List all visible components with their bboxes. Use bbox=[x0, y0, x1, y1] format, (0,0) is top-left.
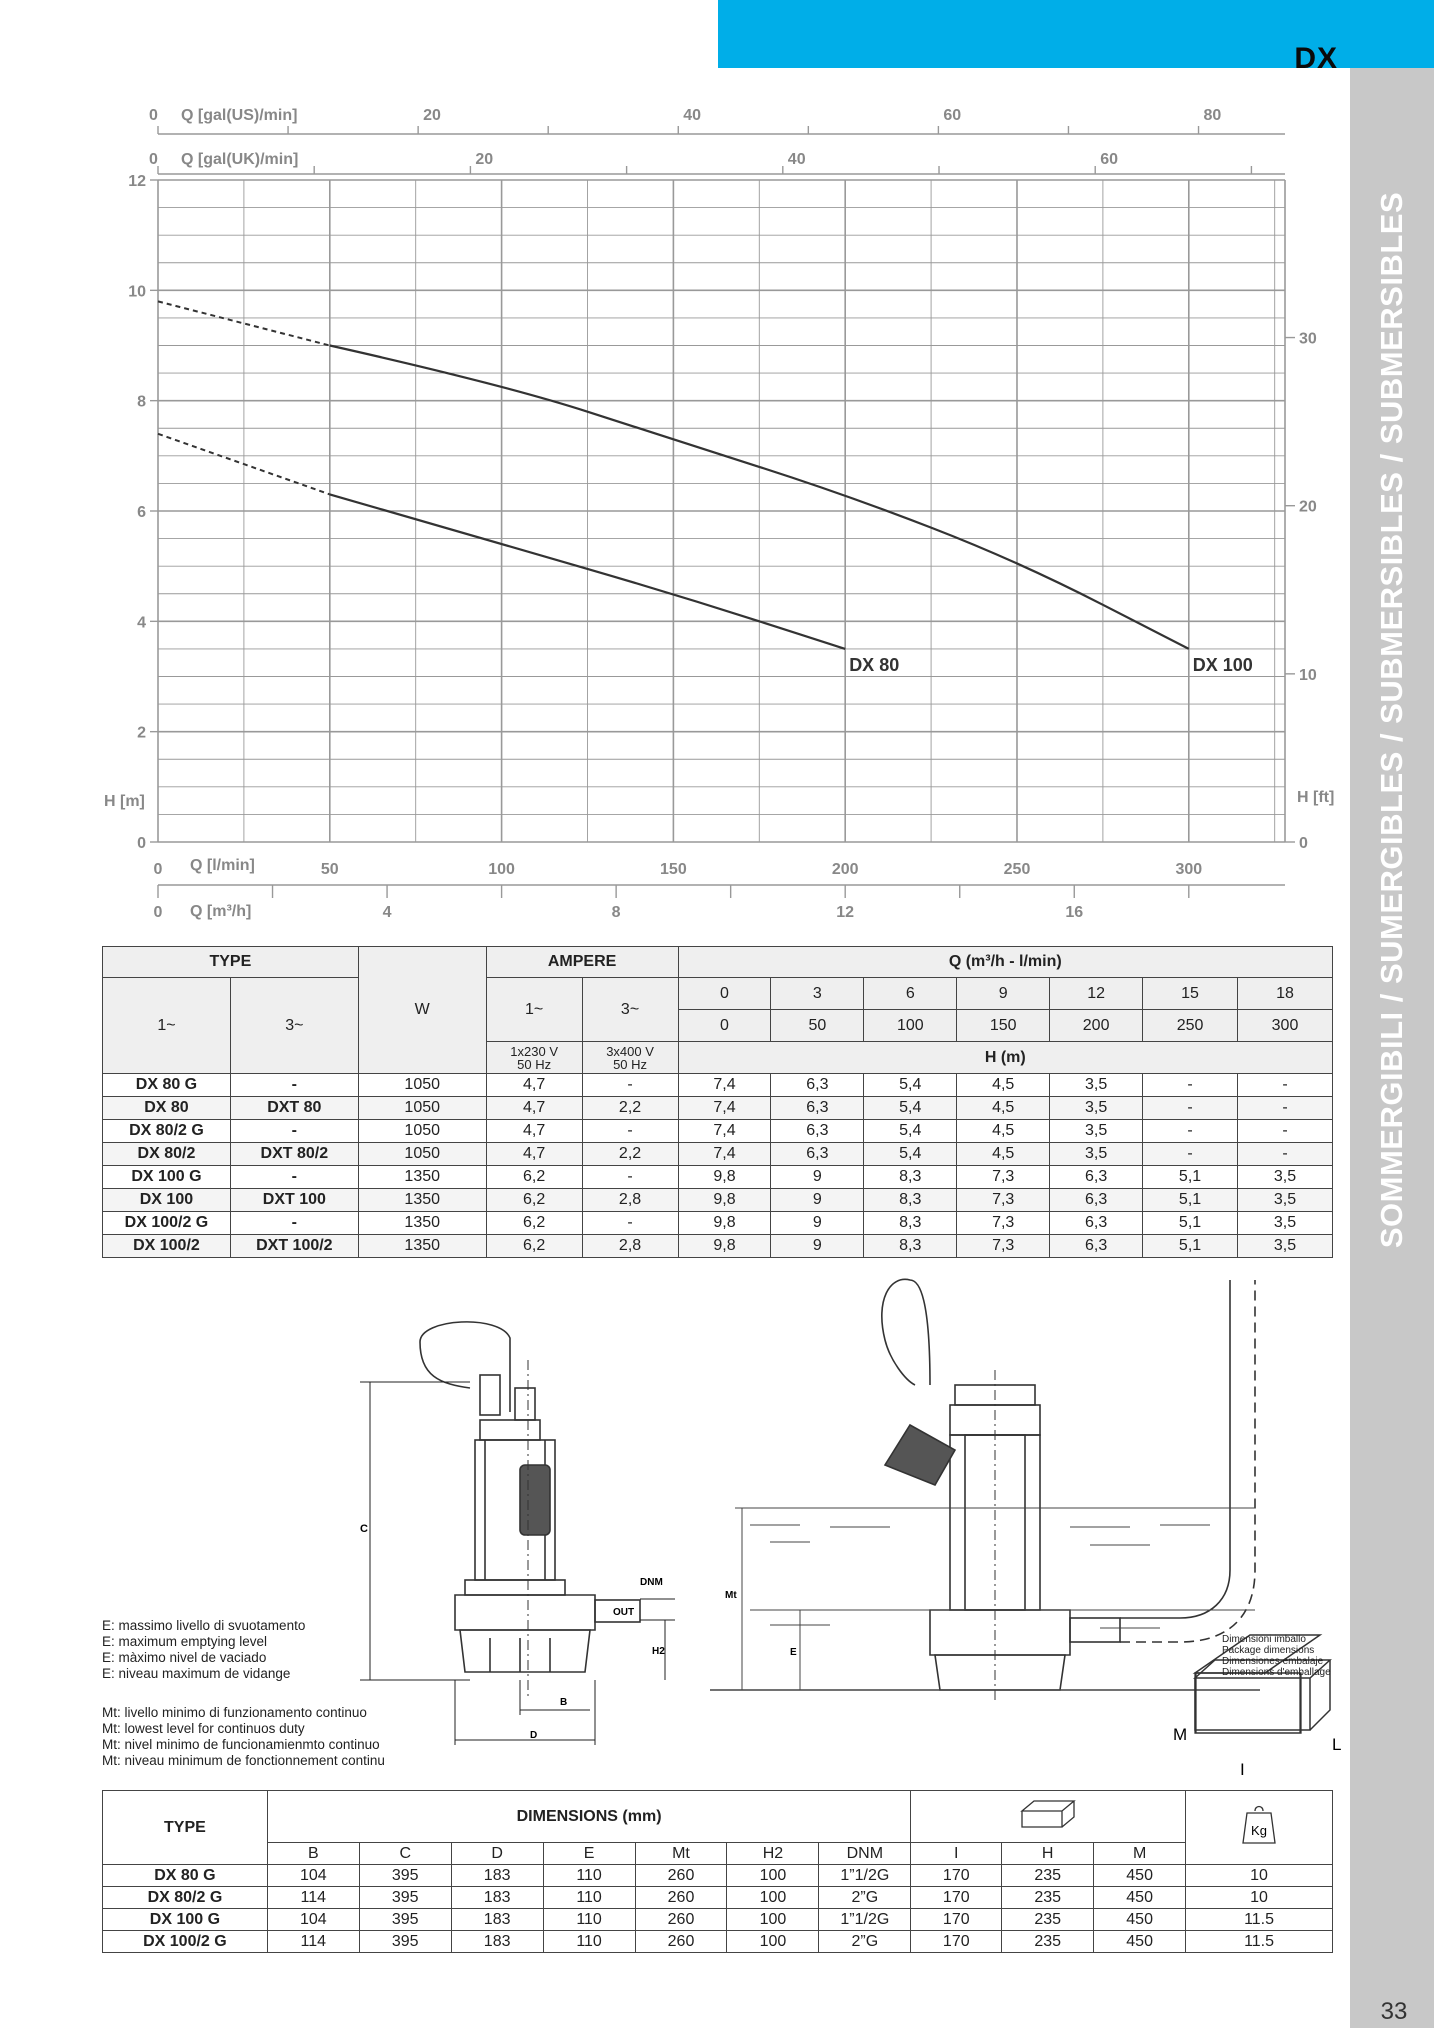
dims-cell: 235 bbox=[1002, 1865, 1094, 1887]
dims-cell: 235 bbox=[1002, 1887, 1094, 1909]
dims-cell: 170 bbox=[911, 1887, 1002, 1909]
cell-a1: 4,7 bbox=[486, 1074, 582, 1097]
tick-label-gal-us: 80 bbox=[1203, 107, 1222, 124]
cell-w: 1350 bbox=[358, 1189, 486, 1212]
q-m3h-cell: 9 bbox=[957, 978, 1050, 1010]
cell-head: 9 bbox=[771, 1212, 864, 1235]
dims-cell: 2”G bbox=[819, 1887, 911, 1909]
tick-label-x: 50 bbox=[320, 861, 339, 878]
cell-w: 1350 bbox=[358, 1166, 486, 1189]
cell-t3: DXT 100 bbox=[230, 1189, 358, 1212]
cell-head: 5,4 bbox=[864, 1120, 957, 1143]
dims-cell: 260 bbox=[635, 1865, 727, 1887]
dims-cell: 110 bbox=[543, 1887, 635, 1909]
table-row bbox=[103, 1074, 1333, 1097]
cell-head: 5,1 bbox=[1143, 1189, 1238, 1212]
pump-side-view bbox=[420, 1322, 640, 1700]
table-row bbox=[103, 1931, 1333, 1953]
cell-t1: DX 80/2 G bbox=[103, 1120, 231, 1143]
cell-head: 9 bbox=[771, 1235, 864, 1258]
label-d: D bbox=[530, 1730, 538, 1741]
q-m3h-cell: 6 bbox=[864, 978, 957, 1010]
pump-drawings bbox=[330, 1280, 1340, 1780]
dims-col-header: I bbox=[911, 1843, 1002, 1865]
q-m3h-cell: 15 bbox=[1143, 978, 1238, 1010]
series-code: DX bbox=[1294, 42, 1338, 75]
cell-head: - bbox=[1238, 1097, 1333, 1120]
label-b: B bbox=[560, 1697, 568, 1708]
dims-col-header: Mt bbox=[635, 1843, 727, 1865]
side-category-text: SOMMERGIBILI / SUMERGIBLES / SUBMERSIBLES / SUBMERSIBLES bbox=[1374, 191, 1409, 1249]
type-header: TYPE bbox=[103, 947, 359, 978]
cell-t1: DX 100 bbox=[103, 1189, 231, 1212]
package-l: L bbox=[1332, 1735, 1342, 1754]
cell-a1: 4,7 bbox=[486, 1143, 582, 1166]
cell-a1: 6,2 bbox=[486, 1212, 582, 1235]
table-row bbox=[103, 1189, 1333, 1212]
label-c: C bbox=[360, 1523, 368, 1535]
package-i: I bbox=[1240, 1760, 1245, 1779]
cell-a1: 6,2 bbox=[486, 1235, 582, 1258]
cell-w: 1050 bbox=[358, 1143, 486, 1166]
dims-type: DX 100/2 G bbox=[103, 1931, 268, 1953]
dimensions-table bbox=[102, 1790, 1333, 1953]
q-lmin-cell: 250 bbox=[1143, 1010, 1238, 1042]
cell-head: 7,4 bbox=[678, 1097, 771, 1120]
dims-type-header: TYPE bbox=[103, 1791, 268, 1865]
chart-axes bbox=[150, 126, 1295, 898]
cell-a3: - bbox=[582, 1212, 678, 1235]
cell-head: - bbox=[1143, 1097, 1238, 1120]
cell-head: 9,8 bbox=[678, 1166, 771, 1189]
dims-cell: 395 bbox=[359, 1909, 451, 1931]
dims-cell: 170 bbox=[911, 1865, 1002, 1887]
cell-head: 9,8 bbox=[678, 1212, 771, 1235]
cell-head: 7,4 bbox=[678, 1143, 771, 1166]
cell-t1: DX 100/2 bbox=[103, 1235, 231, 1258]
cell-head: 5,1 bbox=[1143, 1212, 1238, 1235]
cell-head: 5,4 bbox=[864, 1097, 957, 1120]
cell-head: 7,4 bbox=[678, 1074, 771, 1097]
dims-cell: 1”1/2G bbox=[819, 1909, 911, 1931]
dims-cell: 114 bbox=[267, 1887, 359, 1909]
cell-t1: DX 80 G bbox=[103, 1074, 231, 1097]
cell-a1: 6,2 bbox=[486, 1189, 582, 1212]
cell-head: 3,5 bbox=[1238, 1166, 1333, 1189]
dims-cell: 183 bbox=[451, 1931, 543, 1953]
table-row bbox=[103, 1166, 1333, 1189]
dims-cell: 100 bbox=[727, 1931, 819, 1953]
cell-head: 6,3 bbox=[1050, 1189, 1143, 1212]
flow-header: Q (m³/h - l/min) bbox=[678, 947, 1332, 978]
legend-e: E: massimo livello di svuotamento E: maximum emptying level E: màximo nivel de vaciado E: niveau maximum de vidange bbox=[102, 1618, 306, 1681]
cell-head: 3,5 bbox=[1050, 1120, 1143, 1143]
cell-t3: - bbox=[230, 1074, 358, 1097]
cell-w: 1050 bbox=[358, 1120, 486, 1143]
cell-head: 6,3 bbox=[771, 1074, 864, 1097]
label-h2: H2 bbox=[652, 1646, 665, 1657]
legend-mt: Mt: livello minimo di funzionamento continuo Mt: lowest level for continuos duty Mt: nivel minimo de funcionamienmto continuo Mt: niveau minimum de fonctionnement continu bbox=[102, 1705, 385, 1768]
cell-t3: DXT 80/2 bbox=[230, 1143, 358, 1166]
page-number: 33 bbox=[1380, 1998, 1408, 2025]
dims-cell: 170 bbox=[911, 1909, 1002, 1931]
cell-head: 9 bbox=[771, 1189, 864, 1212]
tick-label-m3h: 16 bbox=[1065, 904, 1084, 921]
water-level-lines bbox=[710, 1508, 1260, 1690]
cell-a3: 2,2 bbox=[582, 1097, 678, 1120]
cell-head: 3,5 bbox=[1050, 1074, 1143, 1097]
chart-labels bbox=[104, 107, 1334, 921]
dims-col-header: H2 bbox=[727, 1843, 819, 1865]
dims-cell: 2”G bbox=[819, 1931, 911, 1953]
dims-header: DIMENSIONS (mm) bbox=[267, 1791, 910, 1843]
dims-cell: 183 bbox=[451, 1865, 543, 1887]
table-row bbox=[103, 1212, 1333, 1235]
cell-t1: DX 100 G bbox=[103, 1166, 231, 1189]
performance-table bbox=[102, 946, 1333, 1258]
dims-cell: 450 bbox=[1094, 1931, 1186, 1953]
cell-head: 5,4 bbox=[864, 1143, 957, 1166]
tick-label-ft: 0 bbox=[1299, 835, 1308, 852]
tick-label-gal-us: 40 bbox=[683, 107, 702, 124]
cell-head: 7,3 bbox=[957, 1235, 1050, 1258]
dims-cell: 110 bbox=[543, 1865, 635, 1887]
tick-label-m3h: 12 bbox=[836, 904, 855, 921]
cell-head: 6,3 bbox=[771, 1143, 864, 1166]
box-icon bbox=[1016, 1797, 1080, 1831]
tick-label-y: 4 bbox=[137, 614, 146, 632]
table-row bbox=[103, 1909, 1333, 1931]
axis-label-ft: H [ft] bbox=[1297, 789, 1335, 806]
cell-head: 5,4 bbox=[864, 1074, 957, 1097]
cell-head: 4,5 bbox=[957, 1097, 1050, 1120]
cell-w: 1050 bbox=[358, 1074, 486, 1097]
q-lmin-cell: 300 bbox=[1238, 1010, 1333, 1042]
cell-a3: - bbox=[582, 1074, 678, 1097]
cell-t3: - bbox=[230, 1166, 358, 1189]
table-row bbox=[103, 1865, 1333, 1887]
q-lmin-cell: 150 bbox=[957, 1010, 1050, 1042]
cell-head: 8,3 bbox=[864, 1212, 957, 1235]
package-dimensions-label: Dimensioni imballo Package dimensions Dimensiones embalaje Dimensions d'emballage bbox=[1222, 1634, 1331, 1678]
flow-m3h-row bbox=[103, 978, 1333, 1010]
q-lmin-cell: 50 bbox=[771, 1010, 864, 1042]
tick-label-x: 0 bbox=[153, 861, 163, 878]
chart-grid bbox=[158, 180, 1285, 842]
dims-cell: 450 bbox=[1094, 1865, 1186, 1887]
dims-cell: 100 bbox=[727, 1887, 819, 1909]
dims-col-header: C bbox=[359, 1843, 451, 1865]
axis-label-m3h: Q [m³/h] bbox=[190, 903, 252, 920]
tick-label-y: 2 bbox=[137, 724, 146, 742]
cell-a3: 2,8 bbox=[582, 1235, 678, 1258]
cell-w: 1050 bbox=[358, 1097, 486, 1120]
dims-weight: 11.5 bbox=[1186, 1909, 1333, 1931]
dims-cell: 170 bbox=[911, 1931, 1002, 1953]
dims-cell: 110 bbox=[543, 1931, 635, 1953]
dims-type: DX 80/2 G bbox=[103, 1887, 268, 1909]
cell-head: 7,3 bbox=[957, 1166, 1050, 1189]
dims-cell: 450 bbox=[1094, 1909, 1186, 1931]
cell-head: 7,4 bbox=[678, 1120, 771, 1143]
dims-cell: 395 bbox=[359, 1887, 451, 1909]
amp-phase1-header: 1~ bbox=[486, 978, 582, 1042]
dims-col-header: B bbox=[267, 1843, 359, 1865]
cell-head: 4,5 bbox=[957, 1143, 1050, 1166]
dims-weight: 10 bbox=[1186, 1865, 1333, 1887]
performance-chart bbox=[95, 92, 1345, 932]
tick-label-y: 0 bbox=[137, 835, 146, 852]
cell-head: - bbox=[1143, 1120, 1238, 1143]
dims-type: DX 100 G bbox=[103, 1909, 268, 1931]
tick-label-m3h: 8 bbox=[611, 904, 621, 921]
cell-a3: - bbox=[582, 1120, 678, 1143]
head-header: H (m) bbox=[678, 1042, 1332, 1074]
tick-label-ft: 20 bbox=[1299, 498, 1317, 516]
cell-head: - bbox=[1143, 1143, 1238, 1166]
cell-head: 8,3 bbox=[864, 1235, 957, 1258]
tick-label-x: 150 bbox=[660, 861, 687, 878]
dims-col-header: D bbox=[451, 1843, 543, 1865]
cell-head: 9 bbox=[771, 1166, 864, 1189]
cell-a1: 4,7 bbox=[486, 1097, 582, 1120]
dims-col-header: DNM bbox=[819, 1843, 911, 1865]
dims-cell: 235 bbox=[1002, 1931, 1094, 1953]
tick-label-x: 300 bbox=[1175, 861, 1203, 878]
tick-label-gal-us: 0 bbox=[149, 107, 158, 124]
table-row bbox=[103, 1235, 1333, 1258]
tick-label-gal-us: 20 bbox=[423, 107, 441, 124]
cell-head: 3,5 bbox=[1050, 1143, 1143, 1166]
cell-head: 9,8 bbox=[678, 1189, 771, 1212]
tick-label-y: 10 bbox=[128, 283, 146, 301]
ampere-header: AMPERE bbox=[486, 947, 678, 978]
cell-t3: DXT 80 bbox=[230, 1097, 358, 1120]
cell-head: 9,8 bbox=[678, 1235, 771, 1258]
dims-cell: 114 bbox=[267, 1931, 359, 1953]
table-row bbox=[103, 1120, 1333, 1143]
cell-t1: DX 80 bbox=[103, 1097, 231, 1120]
amp-phase3-supply: 3x400 V 50 Hz bbox=[582, 1042, 678, 1074]
cell-head: 8,3 bbox=[864, 1166, 957, 1189]
dims-cell: 450 bbox=[1094, 1887, 1186, 1909]
series-label: DX 80 bbox=[849, 654, 900, 675]
tick-label-gal-uk: 20 bbox=[475, 151, 494, 168]
dims-col-header: H bbox=[1002, 1843, 1094, 1865]
package-icon-cell bbox=[911, 1791, 1186, 1843]
table-row bbox=[103, 1143, 1333, 1166]
dims-col-header: M bbox=[1094, 1843, 1186, 1865]
dims-col-header: E bbox=[543, 1843, 635, 1865]
table-row bbox=[103, 1887, 1333, 1909]
cell-head: - bbox=[1143, 1074, 1238, 1097]
axis-label-gal-us: Q [gal(US)/min] bbox=[181, 107, 298, 124]
dims-cell: 183 bbox=[451, 1887, 543, 1909]
dims-cell: 260 bbox=[635, 1931, 727, 1953]
q-m3h-cell: 12 bbox=[1050, 978, 1143, 1010]
cell-head: 4,5 bbox=[957, 1120, 1050, 1143]
label-e: E bbox=[790, 1647, 797, 1658]
cell-a1: 4,7 bbox=[486, 1120, 582, 1143]
axis-label-y: H [m] bbox=[104, 793, 145, 810]
dims-cell: 183 bbox=[451, 1909, 543, 1931]
dims-cell: 260 bbox=[635, 1909, 727, 1931]
tick-label-gal-us: 60 bbox=[943, 107, 962, 124]
q-lmin-cell: 100 bbox=[864, 1010, 957, 1042]
dims-cell: 1”1/2G bbox=[819, 1865, 911, 1887]
tick-label-gal-uk: 60 bbox=[1100, 151, 1119, 168]
dims-cell: 395 bbox=[359, 1865, 451, 1887]
cell-a3: 2,8 bbox=[582, 1189, 678, 1212]
dims-cell: 100 bbox=[727, 1865, 819, 1887]
cell-head: 5,1 bbox=[1143, 1235, 1238, 1258]
cell-head: - bbox=[1238, 1074, 1333, 1097]
tick-label-gal-uk: 0 bbox=[149, 151, 158, 168]
cell-head: 6,3 bbox=[1050, 1212, 1143, 1235]
cell-head: 6,3 bbox=[771, 1120, 864, 1143]
cell-head: 3,5 bbox=[1238, 1235, 1333, 1258]
dims-cell: 100 bbox=[727, 1909, 819, 1931]
amp-phase3-header: 3~ bbox=[582, 978, 678, 1042]
cell-head: 3,5 bbox=[1238, 1189, 1333, 1212]
weight-icon bbox=[1239, 1803, 1279, 1847]
tick-label-m3h: 4 bbox=[382, 904, 392, 921]
watt-header: W bbox=[358, 947, 486, 1074]
cell-head: 7,3 bbox=[957, 1212, 1050, 1235]
tick-label-y: 12 bbox=[128, 173, 146, 190]
tick-label-m3h: 0 bbox=[153, 904, 163, 921]
dimension-lines bbox=[360, 1382, 675, 1745]
cell-t3: - bbox=[230, 1212, 358, 1235]
dims-cell: 235 bbox=[1002, 1909, 1094, 1931]
axis-label-gal-uk: Q [gal(UK)/min] bbox=[181, 151, 299, 168]
tick-label-gal-uk: 40 bbox=[787, 151, 806, 168]
cell-w: 1350 bbox=[358, 1235, 486, 1258]
tick-label-y: 8 bbox=[137, 393, 146, 411]
q-m3h-cell: 0 bbox=[678, 978, 771, 1010]
axis-label-x: Q [l/min] bbox=[190, 857, 255, 874]
cell-head: - bbox=[1238, 1120, 1333, 1143]
cell-head: 7,3 bbox=[957, 1189, 1050, 1212]
dims-cell: 104 bbox=[267, 1909, 359, 1931]
label-dnm: DNM bbox=[640, 1577, 663, 1588]
cell-t3: DXT 100/2 bbox=[230, 1235, 358, 1258]
cell-head: 3,5 bbox=[1238, 1212, 1333, 1235]
cell-a3: 2,2 bbox=[582, 1143, 678, 1166]
series-label: DX 100 bbox=[1192, 654, 1253, 675]
phase3-header: 3~ bbox=[230, 978, 358, 1074]
cell-head: 6,3 bbox=[1050, 1235, 1143, 1258]
tick-label-y: 6 bbox=[137, 504, 146, 521]
cell-head: - bbox=[1238, 1143, 1333, 1166]
cell-head: 8,3 bbox=[864, 1189, 957, 1212]
amp-phase1-supply: 1x230 V 50 Hz bbox=[486, 1042, 582, 1074]
cell-head: 5,1 bbox=[1143, 1166, 1238, 1189]
cell-t3: - bbox=[230, 1120, 358, 1143]
dims-cell: 260 bbox=[635, 1887, 727, 1909]
q-m3h-cell: 18 bbox=[1238, 978, 1333, 1010]
cell-a1: 6,2 bbox=[486, 1166, 582, 1189]
dims-column-headers bbox=[103, 1843, 1333, 1865]
cell-head: 4,5 bbox=[957, 1074, 1050, 1097]
package-m: M bbox=[1173, 1725, 1188, 1744]
pump-installed-view bbox=[882, 1279, 1255, 1700]
phase1-header: 1~ bbox=[103, 978, 231, 1074]
dims-cell: 395 bbox=[359, 1931, 451, 1953]
tick-label-x: 200 bbox=[831, 861, 859, 878]
dims-weight: 11.5 bbox=[1186, 1931, 1333, 1953]
cell-a3: - bbox=[582, 1166, 678, 1189]
cell-t1: DX 80/2 bbox=[103, 1143, 231, 1166]
tick-label-x: 100 bbox=[488, 861, 515, 878]
dims-cell: 104 bbox=[267, 1865, 359, 1887]
cell-head: 6,3 bbox=[1050, 1166, 1143, 1189]
cell-w: 1350 bbox=[358, 1212, 486, 1235]
q-m3h-cell: 3 bbox=[771, 978, 864, 1010]
table-row bbox=[103, 1097, 1333, 1120]
dims-type: DX 80 G bbox=[103, 1865, 268, 1887]
tick-label-ft: 30 bbox=[1299, 330, 1317, 348]
tick-label-x: 250 bbox=[1003, 861, 1031, 878]
q-lmin-cell: 200 bbox=[1050, 1010, 1143, 1042]
cell-t1: DX 100/2 G bbox=[103, 1212, 231, 1235]
dims-weight: 10 bbox=[1186, 1887, 1333, 1909]
label-mt: Mt bbox=[725, 1590, 737, 1601]
cell-head: 3,5 bbox=[1050, 1097, 1143, 1120]
weight-icon-cell bbox=[1186, 1791, 1333, 1865]
q-lmin-cell: 0 bbox=[678, 1010, 771, 1042]
tick-label-ft: 10 bbox=[1299, 666, 1317, 684]
dims-cell: 110 bbox=[543, 1909, 635, 1931]
cell-head: 6,3 bbox=[771, 1097, 864, 1120]
weight-unit: Kg bbox=[1251, 1823, 1267, 1838]
label-out: OUT bbox=[613, 1607, 635, 1618]
